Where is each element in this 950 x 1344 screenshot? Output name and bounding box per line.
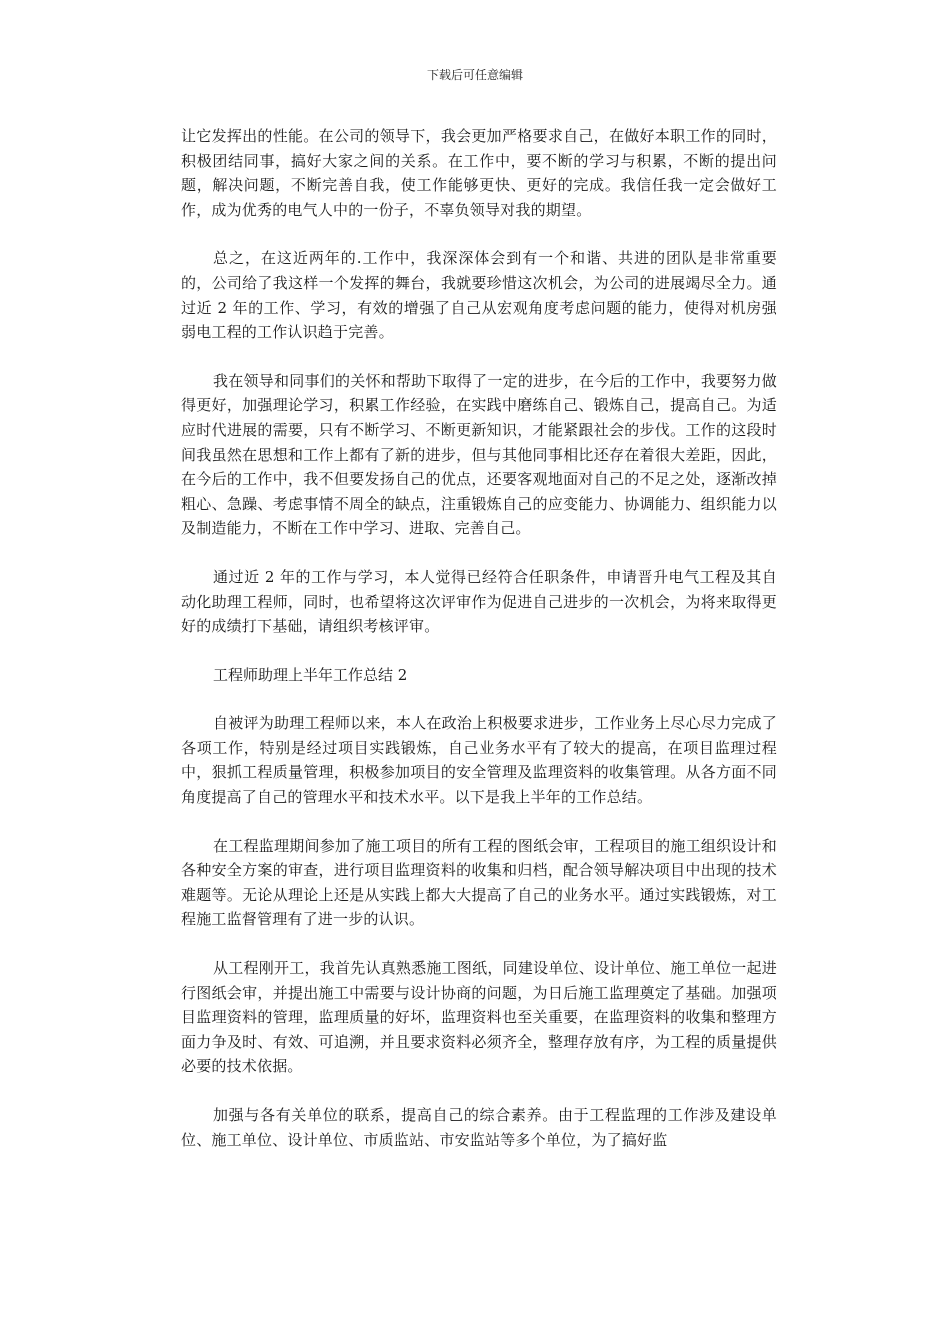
paragraph: 自被评为助理工程师以来，本人在政治上积极要求进步，工作业务上尽心尽力完成了各项工作，特别是经过项目实践锻炼，自己业务水平有了较大的提高，在项目监理过程中，狠抓工程质量管理，积极参加项目的安全管理及监理资料的收集管理。从各方面不同角度提高了自己的管理水平和技术水平。以下是我上半年的工作总结。 [181,714,777,807]
paragraph: 让它发挥出的性能。在公司的领导下，我会更加严格要求自己，在做好本职工作的同时，积极团结同事，搞好大家之间的关系。在工作中，要不断的学习与积累，不断的提出问题，解决问题，不断完善自我，使工作能够更快、更好的完成。我信任我一定会做好工作，成为优秀的电气人中的一份子，不辜负领导对我的期望。 [181,127,777,219]
document-body [181,124,777,1176]
section-title: 工程师助理上半年工作总结 2 [213,665,408,684]
paragraph: 通过近 2 年的工作与学习，本人觉得已经符合任职条件，申请晋升电气工程及其自动化助理工程师，同时，也希望将这次评审作为促进自己进步的一次机会，为将来取得更好的成绩打下基础，请组织考核评审。 [181,567,777,636]
paragraph: 加强与各有关单位的联系，提高自己的综合素养。由于工程监理的工作涉及建设单位、施工单位、设计单位、市质监站、市安监站等多个单位，为了搞好监 [181,1106,777,1149]
paragraph: 在工程监理期间参加了施工项目的所有工程的图纸会审，工程项目的施工组织设计和各种安全方案的审查，进行项目监理资料的收集和归档，配合领导解决项目中出现的技术难题等。无论从理论上还是从实践上都大大提高了自己的业务水平。通过实践锻炼，对工程施工监督管理有了进一步的认识。 [181,836,777,929]
paragraph: 总之，在这近两年的.工作中，我深深体会到有一个和谐、共进的团队是非常重要的，公司给了我这样一个发挥的舞台，我就要珍惜这次机会，为公司的进展竭尽全力。通过近 2 年的工作、学习，有效的增强了自己从宏观角度考虑问题的能力，使得对机房强弱电工程的工作认识趋于完善。 [181,249,777,342]
page-header: 下载后可任意编辑 [426,68,523,82]
paragraph: 从工程刚开工，我首先认真熟悉施工图纸，同建设单位、设计单位、施工单位一起进行图纸会审，并提出施工中需要与设计协商的问题，为日后施工监理奠定了基础。加强项目监理资料的管理，监理质量的好坏，监理资料也至关重要，在监理资料的收集和整理方面力争及时、有效、可追溯，并且要求资料必须齐全，整理存放有序，为工程的质量提供必要的技术依据。 [181,959,777,1076]
paragraph: 我在领导和同事们的关怀和帮助下取得了一定的进步，在今后的工作中，我要努力做得更好，加强理论学习，积累工作经验，在实践中磨练自己、锻炼自己，提高自己。为适应时代进展的需要，只有不断学习、不断更新知识，才能紧跟社会的步伐。工作的这段时间我虽然在思想和工作上都有了新的进步，但与其他同事相比还存在着很大差距，因此，在今后的工作中，我不但要发扬自己的优点，还要客观地面对自己的不足之处，逐渐改掉粗心、急躁、考虑事情不周全的缺点，注重锻炼自己的应变能力、协调能力、组织能力以及制造能力，不断在工作中学习、进取、完善自己。 [181,371,777,538]
